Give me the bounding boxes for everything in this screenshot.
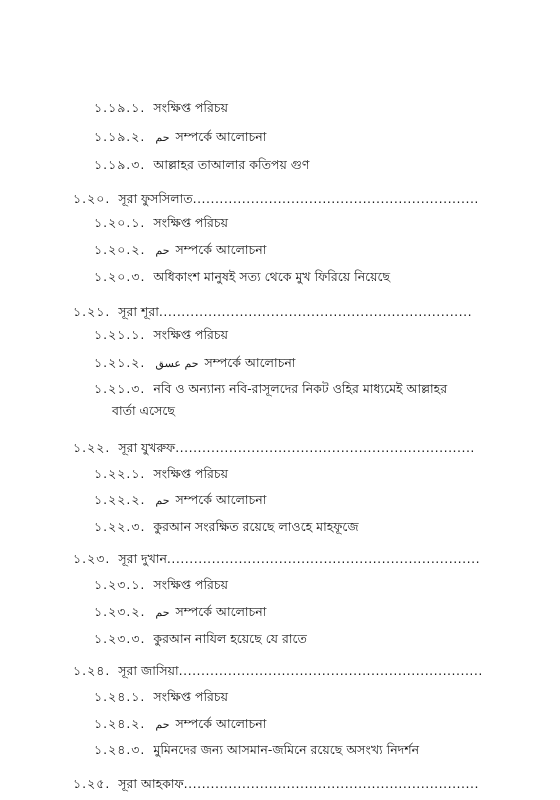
toc-section[interactable] — [73, 439, 475, 457]
toc-number: ১.১৯.১. — [94, 100, 146, 115]
toc-section[interactable] — [73, 775, 479, 793]
toc-leader-dots: ...................................................................... — [158, 304, 473, 319]
toc-number: ১.২৩. — [73, 551, 111, 566]
toc-title: সূরা দুখান — [118, 551, 167, 566]
toc-entry[interactable] — [94, 491, 266, 510]
toc-number: ১.২১.২. — [94, 355, 146, 370]
toc-title: অধিকাংশ মানুষই সত্য থেকে মুখ ফিরিয়ে নিয়েছে — [153, 269, 391, 284]
toc-entry[interactable] — [94, 630, 307, 648]
toc-entry[interactable] — [94, 354, 295, 373]
toc-arabic-text: حم — [155, 131, 170, 144]
toc-title: সম্পর্কে আলোচনা — [175, 716, 267, 731]
toc-title: সম্পর্কে আলোচনা — [175, 242, 267, 257]
toc-entry[interactable] — [94, 214, 228, 232]
toc-entry[interactable] — [94, 128, 266, 147]
toc-title: সম্পর্কে আলোচনা — [204, 355, 296, 370]
toc-number: ১.২১.১. — [94, 327, 146, 342]
toc-entry[interactable] — [94, 99, 228, 117]
toc-entry[interactable] — [94, 465, 228, 483]
toc-number: ১.২২.৩. — [94, 519, 146, 534]
toc-arabic-text: حم — [155, 718, 170, 731]
toc-title: সূরা যুখরুফ — [118, 440, 176, 455]
toc-title: সংক্ষিপ্ত পরিচয় — [153, 327, 229, 342]
toc-title: সূরা ফুসসিলাত — [118, 191, 193, 206]
toc-number: ১.২৪.১. — [94, 689, 146, 704]
toc-title: সূরা আহকাফ — [118, 776, 184, 791]
toc-leader-dots: ................................................................ — [192, 191, 479, 206]
toc-entry[interactable] — [94, 518, 359, 536]
toc-number: ১.২০.৩. — [94, 269, 146, 284]
toc-entry[interactable] — [94, 241, 266, 260]
toc-arabic-text: حم — [155, 494, 170, 507]
toc-title: সূরা জাসিয়া — [118, 663, 179, 678]
toc-number: ১.২২. — [73, 440, 111, 455]
toc-number: ১.২৩.১. — [94, 577, 146, 592]
toc-entry[interactable] — [94, 380, 447, 398]
toc-number: ১.২৩.২. — [94, 604, 146, 619]
toc-leader-dots: .................................................................... — [178, 663, 483, 678]
toc-section[interactable] — [73, 303, 472, 321]
toc-number: ১.২২.২. — [94, 492, 146, 507]
toc-number: ১.২২.১. — [94, 466, 146, 481]
toc-number: ১.২০.১. — [94, 215, 146, 230]
toc-title: সম্পর্কে আলোচনা — [175, 604, 267, 619]
toc-title: সংক্ষিপ্ত পরিচয় — [153, 689, 229, 704]
toc-entry[interactable] — [94, 603, 266, 622]
toc-arabic-text: حم — [155, 244, 170, 257]
toc-title: সংক্ষিপ্ত পরিচয় — [153, 577, 229, 592]
toc-title: সূরা শূরা — [118, 304, 159, 319]
toc-section[interactable] — [73, 662, 483, 680]
toc-entry[interactable] — [94, 715, 266, 734]
toc-number: ১.২৫. — [73, 776, 111, 791]
toc-number: ১.২৪.২. — [94, 716, 146, 731]
toc-leader-dots: ................................................................... — [175, 440, 475, 455]
toc-entry-continuation — [112, 402, 175, 420]
toc-entry[interactable] — [94, 688, 228, 706]
toc-title: সংক্ষিপ্ত পরিচয় — [153, 215, 229, 230]
toc-title: মুমিনদের জন্য আসমান-জমিনে রয়েছে অসংখ্য নিদর্শন — [153, 742, 420, 757]
toc-title: কুরআন নাযিল হয়েছে যে রাতে — [153, 631, 307, 646]
toc-title: সংক্ষিপ্ত পরিচয় — [153, 466, 229, 481]
toc-number: ১.২০.২. — [94, 242, 146, 257]
toc-section[interactable] — [73, 190, 479, 208]
toc-number: ১.২৩.৩. — [94, 631, 146, 646]
toc-arabic-text: حم — [155, 606, 170, 619]
toc-number: ১.২৪.৩. — [94, 742, 146, 757]
toc-entry[interactable] — [94, 741, 419, 759]
toc-entry[interactable] — [94, 576, 228, 594]
toc-entry[interactable] — [94, 268, 390, 286]
toc-entry[interactable] — [94, 156, 309, 174]
toc-title: সংক্ষিপ্ত পরিচয় — [153, 100, 228, 115]
toc-number: ১.২৪. — [73, 663, 111, 678]
toc-title: আল্লাহর তাআলার কতিপয় গুণ — [153, 157, 310, 172]
toc-entry[interactable] — [94, 326, 228, 344]
toc-title: সম্পর্কে আলোচনা — [175, 492, 267, 507]
toc-number: ১.২১. — [73, 304, 111, 319]
toc-title: নবি ও অন্যান্য নবি-রাসূলদের নিকট ওহির মাধ্যমেই আল্লাহর — [153, 381, 448, 396]
toc-leader-dots: .................................................................. — [183, 776, 479, 791]
toc-title: সম্পর্কে আলোচনা — [175, 129, 267, 144]
toc-title-continued: বার্তা এসেছে — [112, 403, 175, 418]
toc-section[interactable] — [73, 550, 480, 568]
toc-title: কুরআন সংরক্ষিত রয়েছে লাওহে মাহফূজে — [153, 519, 359, 534]
toc-number: ১.১৯.৩. — [94, 157, 146, 172]
toc-number: ১.২০. — [73, 191, 111, 206]
toc-leader-dots: ...................................................................... — [166, 551, 481, 566]
toc-arabic-text: حم عسق — [155, 357, 199, 370]
toc-number: ১.১৯.২. — [94, 129, 146, 144]
toc-number: ১.২১.৩. — [94, 381, 146, 396]
